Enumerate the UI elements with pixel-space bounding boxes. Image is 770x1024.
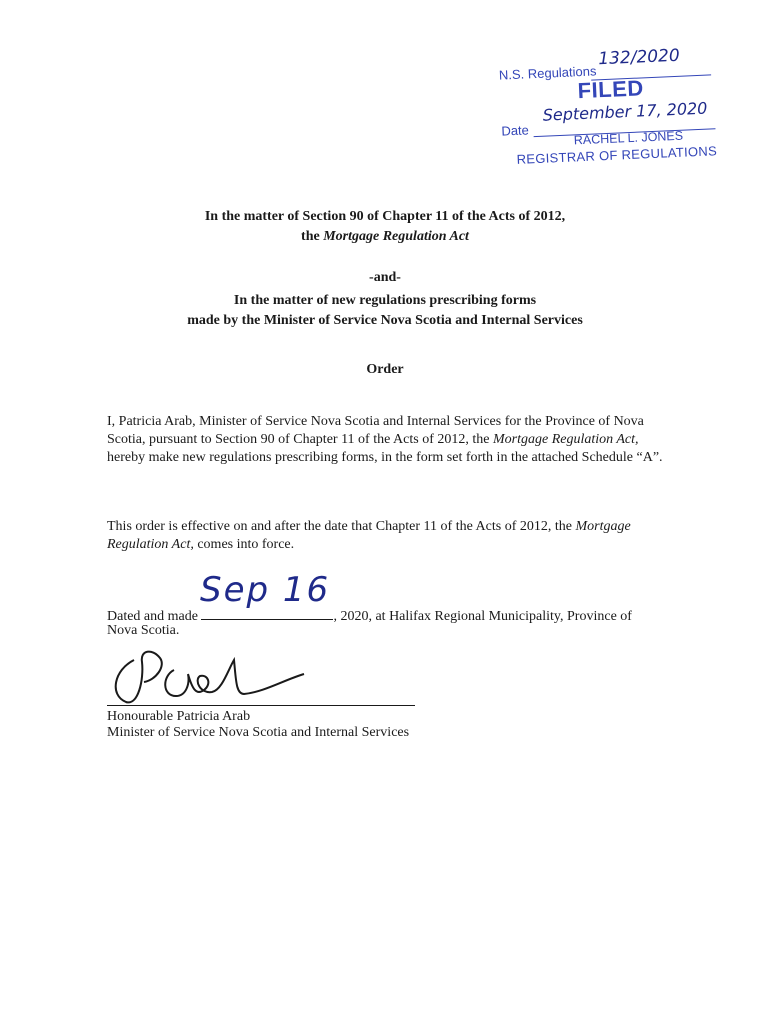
order-title: Order <box>366 362 404 377</box>
para1-act-name: Mortgage Regulation Act, <box>492 432 639 447</box>
handwritten-date: Sep 16 <box>200 570 331 610</box>
stamp-date-label: Date <box>501 122 530 139</box>
filed-status: FILED <box>577 75 645 104</box>
para2-text-b: comes into force. <box>193 537 295 552</box>
matter-heading-2 <box>0 291 770 331</box>
dated-suffix: , 2020, at Halifax Regional Municipality, Province of <box>333 609 632 624</box>
filing-stamp <box>490 44 735 174</box>
heading-act-name: Mortgage Regulation Act <box>323 229 469 244</box>
dated-line <box>107 605 632 626</box>
signatory-title: Minister of Service Nova Scotia and Internal Services <box>107 725 410 740</box>
signatory-name: Honourable Patricia Arab <box>107 709 251 724</box>
para2-act-name: Mortgage Regulation Act, <box>107 519 631 552</box>
matter-heading-1 <box>0 207 770 247</box>
para2-text-a: This order is effective on and after the date that Chapter 11 of the Acts of 2012, the <box>107 519 576 534</box>
dated-prefix: Dated and made <box>107 609 198 624</box>
dated-line-2: Nova Scotia. <box>107 623 180 638</box>
heading-line-1: In the matter of Section 90 of Chapter 11 of the Acts of 2012, <box>204 209 566 224</box>
stamp-date-value: September 17, 2020 <box>542 98 708 125</box>
effective-paragraph <box>107 518 667 554</box>
heading-line-2-prefix: the <box>301 229 324 244</box>
registrar-title: REGISTRAR OF REGULATIONS <box>516 143 718 167</box>
regulation-label: N.S. Regulations <box>498 63 597 83</box>
para1-text-a: I, Patricia Arab, Minister of Service Nova Scotia and Internal Services for the Province of Nova Scotia, pursuant to Section 90 of Chapter 11 of the Acts of 2012, the <box>107 414 644 447</box>
registrar-name: RACHEL L. JONES <box>573 128 684 148</box>
regulation-number: 132/2020 <box>597 45 681 70</box>
heading-line-4: made by the Minister of Service Nova Scotia and Internal Services <box>187 313 583 328</box>
signature-line <box>107 705 415 706</box>
and-separator: -and- <box>369 270 401 285</box>
order-paragraph <box>107 413 667 467</box>
heading-line-3: In the matter of new regulations prescribing forms <box>233 293 537 308</box>
para1-text-b: hereby make new regulations prescribing forms, in the form set forth in the attached Schedule “A”. <box>107 450 663 465</box>
heading-line-2 <box>0 227 770 247</box>
